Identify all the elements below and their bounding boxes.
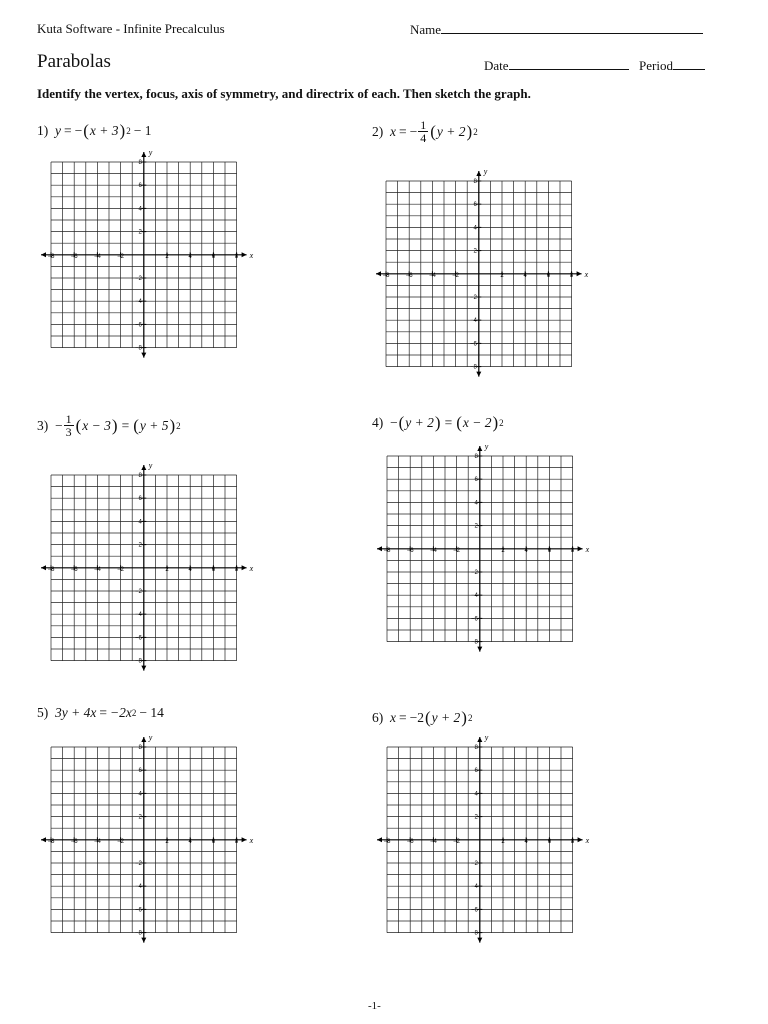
equation-term: − 1 (133, 123, 152, 138)
x-tick-label: 4 (188, 253, 193, 260)
equals-sign: = (121, 417, 130, 433)
equation-term: −2 (409, 710, 424, 725)
x-tick-label: 6 (211, 566, 216, 573)
x-tick-label: −8 (383, 547, 391, 554)
y-tick-label: −8 (470, 364, 477, 371)
y-tick-label: −8 (135, 658, 142, 665)
y-tick-label: −8 (471, 930, 478, 937)
y-axis-arrow-icon (477, 737, 482, 742)
x-tick-label: −2 (117, 838, 125, 845)
y-tick-label: −6 (471, 907, 478, 914)
equation-exponent: 2 (176, 420, 181, 431)
date-label: Date (484, 58, 509, 73)
y-axis-label: y (484, 442, 489, 452)
fraction: $\frac{1}{3}$ (65, 412, 72, 439)
y-tick-label: 8 (473, 179, 477, 186)
x-tick-label: 4 (188, 566, 193, 573)
x-axis-label: x (584, 269, 589, 279)
equation-group: y + 2 (431, 710, 461, 725)
coordinate-grid-1[interactable] (35, 146, 253, 364)
y-tick-label: −2 (135, 589, 142, 596)
y-axis-arrow-icon (476, 372, 481, 377)
y-tick-label: −4 (470, 318, 477, 325)
y-tick-label: −4 (135, 884, 142, 891)
y-axis-arrow-icon (141, 465, 146, 470)
equation-lhs: x (390, 123, 396, 139)
y-tick-label: 6 (474, 768, 478, 775)
y-tick-label: 4 (474, 500, 478, 507)
equation-exponent: 2 (473, 126, 478, 137)
y-axis-arrow-icon (476, 171, 481, 176)
date-field[interactable] (484, 57, 629, 74)
x-tick-label: −4 (429, 272, 437, 279)
x-tick-label: 8 (571, 547, 575, 554)
x-tick-label: −6 (70, 566, 78, 573)
equals-sign: = (399, 123, 407, 139)
y-tick-label: −6 (471, 616, 478, 623)
x-tick-label: −2 (453, 547, 461, 554)
x-axis-arrow-icon (242, 565, 247, 570)
x-tick-label: −4 (430, 547, 438, 554)
equation-exponent: 2 (467, 713, 473, 723)
x-tick-label: −6 (406, 838, 414, 845)
page-number: -1- (368, 1000, 381, 1012)
x-tick-label: 4 (524, 838, 529, 845)
equation-term: − 14 (139, 705, 164, 720)
fraction: $\frac{1}{4}$ (420, 118, 427, 145)
y-tick-label: 2 (138, 542, 142, 549)
x-tick-label: −6 (405, 272, 413, 279)
x-tick-label: 6 (547, 547, 552, 554)
x-tick-label: −8 (382, 272, 390, 279)
coordinate-grid-2[interactable] (370, 165, 588, 383)
x-axis-label: x (249, 563, 254, 573)
y-tick-label: −6 (135, 322, 142, 329)
y-tick-label: −8 (135, 930, 142, 937)
x-tick-label: 2 (165, 253, 169, 260)
coordinate-grid-3[interactable] (35, 459, 253, 677)
x-axis-arrow-icon (242, 252, 247, 257)
problem-number: 6) (372, 710, 384, 725)
equation-group: y + 5 (139, 417, 169, 433)
y-tick-label: −8 (471, 639, 478, 646)
x-tick-label: −4 (94, 566, 102, 573)
x-tick-label: 6 (547, 838, 552, 845)
y-tick-label: −4 (471, 593, 478, 600)
x-tick-label: −8 (47, 253, 55, 260)
y-axis-arrow-icon (141, 938, 146, 943)
y-tick-label: 6 (474, 477, 478, 484)
equation-sign: − (409, 123, 418, 139)
y-tick-label: 2 (138, 229, 142, 236)
x-tick-label: −6 (70, 253, 78, 260)
y-tick-label: −4 (471, 884, 478, 891)
coordinate-grid-6[interactable] (371, 731, 589, 949)
y-tick-label: 4 (474, 791, 478, 798)
y-tick-label: 8 (138, 473, 142, 480)
x-tick-label: 8 (235, 253, 239, 260)
problem-6: 6) x = −2 ( y + 2 ) 2 (372, 708, 473, 727)
name-label: Name (410, 22, 442, 37)
coordinate-grid-5[interactable] (35, 731, 253, 949)
equation-group: x − 3 (82, 417, 111, 433)
x-tick-label: −8 (47, 566, 55, 573)
y-axis-label: y (148, 733, 153, 743)
problem-number: 1) (37, 123, 49, 138)
x-axis-arrow-icon (41, 252, 46, 257)
x-tick-label: 8 (571, 838, 575, 845)
y-axis-label: y (148, 461, 153, 471)
equation-exponent: 2 (499, 418, 504, 428)
y-tick-label: 6 (473, 202, 477, 209)
problem-4: 4) − ( y + 2 ) = ( x − 2 ) 2 (372, 413, 504, 432)
y-tick-label: 2 (474, 523, 478, 530)
worksheet-source: Kuta Software - Infinite Precalculus (37, 21, 225, 36)
y-axis-label: y (148, 148, 153, 158)
instructions: Identify the vertex, focus, axis of symmetry, and directrix of each. Then sketch the graph. (37, 86, 531, 101)
y-axis-arrow-icon (141, 737, 146, 742)
x-tick-label: −2 (452, 272, 460, 279)
y-tick-label: 6 (138, 183, 142, 190)
x-tick-label: 4 (188, 838, 193, 845)
problem-number: 2) (372, 123, 384, 139)
y-tick-label: −4 (135, 612, 142, 619)
equation-exponent: 2 (126, 126, 131, 136)
y-tick-label: −2 (135, 861, 142, 868)
x-axis-arrow-icon (578, 837, 583, 842)
x-tick-label: −2 (117, 253, 125, 260)
equation-lhs: y (55, 123, 61, 138)
equals-sign: = (399, 710, 407, 725)
x-tick-label: −8 (47, 838, 55, 845)
equation-lhs: x (390, 710, 396, 725)
y-tick-label: −2 (471, 861, 478, 868)
y-tick-label: 4 (138, 791, 142, 798)
x-tick-label: 6 (211, 838, 216, 845)
x-tick-label: 2 (165, 566, 169, 573)
y-tick-label: 4 (138, 519, 142, 526)
x-axis-label: x (585, 544, 590, 554)
x-tick-label: 2 (165, 838, 169, 845)
problem-5 (37, 705, 164, 721)
y-axis-arrow-icon (141, 152, 146, 157)
equation-group: y + 2 (436, 123, 466, 139)
y-tick-label: −2 (471, 570, 478, 577)
name-field[interactable] (410, 21, 703, 38)
x-axis-label: x (249, 250, 254, 260)
problem-number: 3) (37, 417, 49, 433)
y-tick-label: 4 (138, 206, 142, 213)
x-tick-label: −4 (94, 253, 102, 260)
x-tick-label: 2 (500, 272, 504, 279)
x-tick-label: −2 (117, 566, 125, 573)
x-tick-label: −4 (94, 838, 102, 845)
y-tick-label: 8 (474, 454, 478, 461)
x-tick-label: −8 (383, 838, 391, 845)
y-tick-label: 6 (138, 496, 142, 503)
equation-sign: − (55, 417, 63, 433)
y-axis-arrow-icon (477, 938, 482, 943)
y-tick-label: 8 (474, 745, 478, 752)
y-tick-label: 4 (473, 225, 477, 232)
y-axis-label: y (484, 733, 489, 743)
y-tick-label: −8 (135, 345, 142, 352)
equation-term: −2x (109, 705, 132, 720)
x-axis-arrow-icon (41, 837, 46, 842)
y-axis-arrow-icon (141, 353, 146, 358)
problem-1: 1) y = − ( x + 3 ) 2 − 1 (37, 121, 152, 140)
x-axis-arrow-icon (41, 565, 46, 570)
equation-exponent: 2 (131, 708, 137, 718)
x-axis-arrow-icon (377, 837, 382, 842)
x-axis-label: x (585, 835, 590, 845)
page-title: Parabolas (37, 51, 111, 72)
y-tick-label: −6 (135, 635, 142, 642)
y-tick-label: 8 (138, 160, 142, 167)
x-tick-label: −2 (453, 838, 461, 845)
equation-lhs: 3y + 4x (55, 705, 97, 720)
problem-2: 2) x = − $\frac{1}{4}$ ( y + 2 ) 2 (372, 118, 478, 145)
y-tick-label: 2 (474, 814, 478, 821)
y-tick-label: −4 (135, 299, 142, 306)
x-tick-label: 8 (570, 272, 574, 279)
x-axis-arrow-icon (577, 271, 582, 276)
y-tick-label: −2 (135, 276, 142, 283)
problem-number: 4) (372, 415, 384, 430)
problem-number: 5) (37, 705, 49, 720)
y-tick-label: −6 (135, 907, 142, 914)
y-axis-label: y (483, 167, 488, 177)
equation-group: y + 2 (405, 415, 434, 430)
period-field[interactable] (639, 57, 705, 74)
y-tick-label: −6 (470, 341, 477, 348)
y-axis-arrow-icon (477, 647, 482, 652)
coordinate-grid-4[interactable] (371, 440, 589, 658)
equals-sign: = (99, 705, 107, 720)
x-axis-arrow-icon (377, 546, 382, 551)
problem-3: 3) − $\frac{1}{3}$ ( x − 3 ) = ( y + 5 ) 2 (37, 412, 181, 439)
x-axis-label: x (249, 835, 254, 845)
x-tick-label: 4 (524, 547, 529, 554)
y-axis-arrow-icon (141, 666, 146, 671)
x-axis-arrow-icon (578, 546, 583, 551)
equals-sign: = (444, 415, 453, 430)
x-tick-label: 4 (523, 272, 528, 279)
equals-sign: = (64, 123, 72, 138)
x-tick-label: 6 (211, 253, 216, 260)
equation-group: x − 2 (462, 415, 492, 430)
x-tick-label: 6 (546, 272, 551, 279)
x-axis-arrow-icon (242, 837, 247, 842)
x-tick-label: −6 (70, 838, 78, 845)
y-tick-label: 8 (138, 745, 142, 752)
y-tick-label: 2 (138, 814, 142, 821)
x-tick-label: −4 (430, 838, 438, 845)
y-axis-arrow-icon (477, 446, 482, 451)
equation-group: x + 3 (89, 123, 119, 138)
x-tick-label: 8 (235, 566, 239, 573)
y-tick-label: 2 (473, 248, 477, 255)
equation-sign: − (390, 415, 398, 430)
x-tick-label: 8 (235, 838, 239, 845)
x-tick-label: 2 (501, 547, 505, 554)
y-tick-label: −2 (470, 295, 477, 302)
equation-term: − (74, 123, 83, 138)
x-axis-arrow-icon (376, 271, 381, 276)
period-label: Period (639, 58, 673, 73)
y-tick-label: 6 (138, 768, 142, 775)
x-tick-label: −6 (406, 547, 414, 554)
x-tick-label: 2 (501, 838, 505, 845)
